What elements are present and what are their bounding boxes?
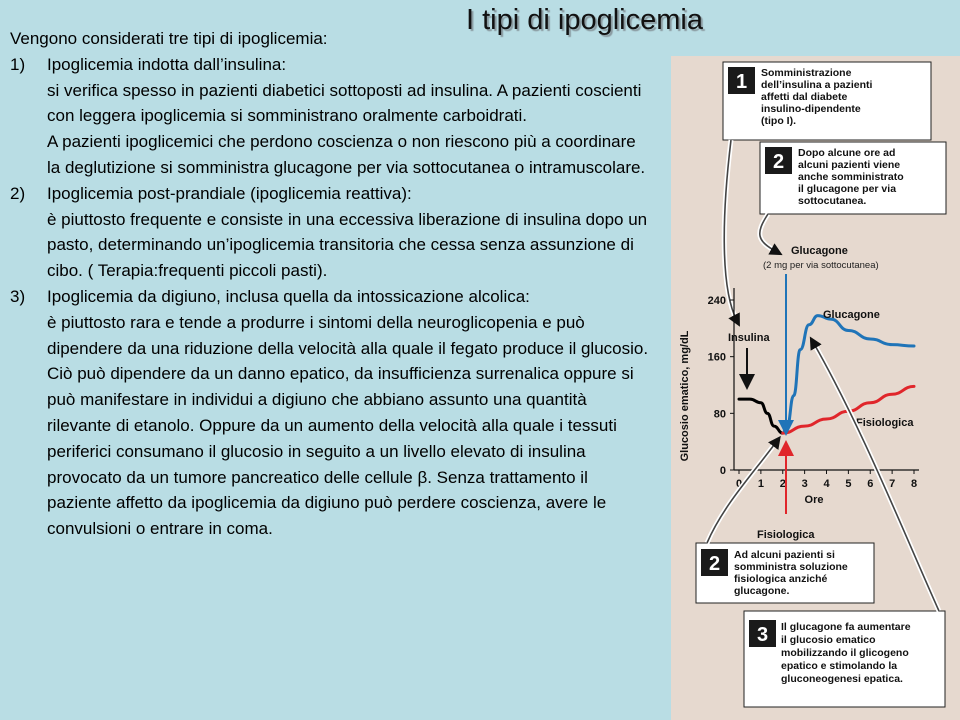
y-tick-label: 160 [707,351,726,364]
box-line: Il glucagone fa aumentare [781,621,911,633]
box-line: insulino-dipendente [761,103,861,115]
badge-number: 2 [708,553,721,575]
connector-halo [724,140,737,321]
connector-halo [707,441,777,543]
figure-svg [671,56,960,720]
y-axis-label: Glucosio ematico, mg/dL [679,330,691,462]
annotation-box-1 [723,62,931,140]
box-line: somministra soluzione [734,561,848,573]
box-line: glucagone. [734,585,790,597]
item-number: 2) [10,183,26,203]
item-heading: Ipoglicemia da digiuno, inclusa quella da intossicazione alcolica: [47,286,530,306]
box-line: affetti dal diabete [761,91,848,103]
item-paragraph: si verifica spesso in pazienti diabetici sottoposti ad insulina. A pazienti coscienti con leggera ipoglicemia si somministrano oralmente carboidrati. [47,80,642,126]
item-heading: Ipoglicemia indotta dall’insulina: [47,54,287,74]
intro-text: Vengono considerati tre tipi di ipoglicemia: [10,29,328,48]
x-tick-label: 3 [801,478,808,490]
box-line: mobilizzando il glicogeno [781,647,909,659]
series-line-insulina [739,399,783,433]
box-line: dell’insulina a pazienti [761,79,873,91]
text-block [10,26,650,542]
box-line: epatico e stimolando la [781,660,898,672]
y-tick-label: 240 [707,295,726,307]
item-number: 3) [10,286,26,306]
list-item-3 [10,284,650,542]
chart [679,288,919,506]
badge-number: 3 [756,624,769,646]
box-line: Ad alcuni pazienti si [734,549,835,561]
x-tick-label: 0 [735,478,743,490]
annotation-box-3 [744,611,945,707]
box-line: fisiologica anziché [734,573,828,585]
series-line-glucagone [783,316,914,434]
badge-number: 1 [735,71,748,93]
annotation-box-2 [760,142,946,214]
item-paragraph: è piuttosto rara e tende a produrre i sintomi della neuroglicopenia e può dipendere da una riduzione della velocità alla quale il fegato produce il glucosio. Ciò può dipendere da un danno epatico, da insufficienza surrenalica oppure si può manifestare in individui a digiuno che abbiano assunto una quantità rilevante di etanolo. Oppure da un aumento della velocità alla quale i tessuti periferici consumano il glucosio in seguito a un livello elevato di insulina provocato da un tumore pancreatico delle cellule β. Senza trattamento il paziente affetto da ipoglicemia da digiuno può perdere coscienza, avere le convulsioni o entrare in coma. [47,312,649,539]
x-tick-label: 8 [910,478,918,490]
list-item-2 [10,181,650,284]
glucagone-dose-label: (2 mg per via sottocutanea) [763,260,879,271]
box-line: alcuni pazienti viene [798,159,901,171]
annotation-box-2b [696,543,874,603]
badge-number: 2 [772,151,785,173]
insulina-label: Insulina [728,332,770,344]
x-tick-label: 6 [867,478,874,490]
box-line: sottocutanea. [798,195,867,207]
item-number: 1) [10,54,26,74]
glucagone-curve-label: Glucagone [823,309,880,321]
item-paragraph: è piuttosto frequente e consiste in una eccessiva liberazione di insulina dopo un pasto, determinando un’ipoglicemia transitoria che cessa senza assunzione di cibo. ( Terapia:frequenti piccoli pasti). [47,209,648,281]
x-axis-label: Ore [804,494,824,506]
fisiologica-curve-label: Fisiologica [856,417,914,429]
x-tick-label: 4 [823,478,830,490]
y-tick-label: 0 [719,465,726,477]
x-tick-label: 5 [845,478,852,490]
glucagone-label: Glucagone [791,245,848,257]
box-line: gluconeogenesi epatica. [781,673,903,685]
box-line: anche somministrato [798,171,904,183]
x-tick-label: 7 [889,478,896,490]
box-line: (tipo I). [761,115,796,127]
box-line: Somministrazione [761,67,852,79]
box-line: Dopo alcune ore ad [798,147,896,159]
x-tick-label: 2 [779,478,786,490]
slide-title: I tipi di ipoglicemia [466,4,703,36]
box-line: il glucagone per via [798,183,897,195]
y-tick-label: 80 [713,408,726,421]
fisiologica-arrow-label: Fisiologica [757,529,815,541]
item-paragraph: A pazienti ipoglicemici che perdono coscienza o non riescono più a coordinare la deglutizione si somministra glucagone per via sottocutanea o intramuscolare. [47,132,646,177]
item-heading: Ipoglicemia post-prandiale (ipoglicemia reattiva): [47,183,412,203]
hypoglycemia-figure [671,56,960,720]
list-item-1 [10,52,650,181]
x-tick-label: 1 [757,478,764,490]
box-line: il glucosio ematico [781,634,876,646]
